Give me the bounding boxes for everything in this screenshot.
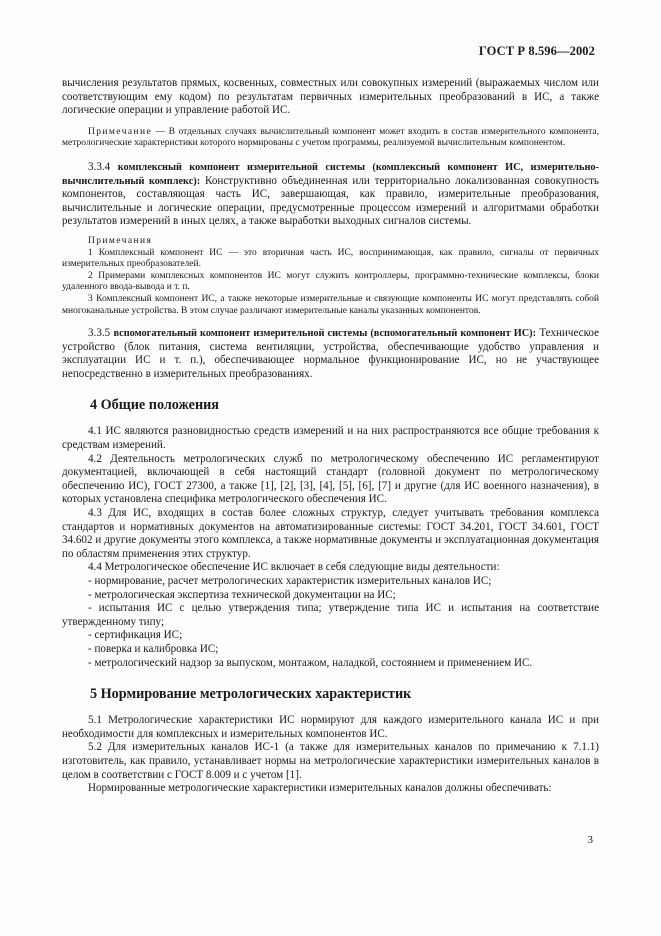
note-label: Примечание [88,126,153,137]
page-content [62,77,599,796]
note-item: 3 Комплексный компонент ИС, а также некоторые измерительные и связующие компоненты ИС могут представлять собой многоканальные устройства. В этом случае различают измерительные каналы указанных компонентов. [62,293,599,316]
clause-3-3-5 [62,327,599,381]
clause-3-3-4 [62,161,599,229]
section-5-heading: 5 Нормирование метрологических характеристик [90,686,412,703]
clause-4-4: 4.4 Метрологическое обеспечение ИС включает в себя следующие виды деятельности: [88,561,500,574]
standard-code-header: ГОСТ Р 8.596—2002 [478,44,595,58]
note-text: — В отдельных случаях вычислительный компонент может входить в состав измерительного компонента, метрологические характеристики которого нормированы с учетом программы, реализуемой вычислительным компонентом. [62,126,599,149]
section-4-heading: 4 Общие положения [90,397,219,414]
list-item: - метрологический надзор за выпуском, монтажом, наладкой, состоянием и применением ИС. [88,656,533,669]
page-number: 3 [587,834,593,846]
term-auxiliary-component: вспомогательный компонент измерительной системы (вспомогательный компонент ИС): [113,328,537,340]
notes-label: Примечания [88,235,153,246]
note-item: 2 Примерами комплексных компонентов ИС могут служить контроллеры, программно-технические комплексы, блоки удаленного ввода-вывода и т. п. [62,270,599,293]
intro-paragraph: вычисления результатов прямых, косвенных, совместных или совокупных измерений (выражаемых числом или соответствующим ему кодом) по результатам первичных измерительных преобразований в ИС, а также логические операции и управление работой ИС. [62,77,599,117]
notes-block [62,236,599,317]
note-item: 1 Комплексный компонент ИС — это вторичная часть ИС, воспринимающая, как правило, сигналы от первичных измерительных преобразователей. [62,247,599,270]
clause-5-2: 5.2 Для измерительных каналов ИС-1 (а также для измерительных каналов по примечанию к 7.1.1) изготовитель, как правило, устанавливает нормы на метрологические характеристики измерительных каналов в целом в соответствии с ГОСТ 8.009 и с учетом [1]. [62,741,599,781]
term-complex-component: комплексный компонент измерительной системы (комплексный компонент ИС, измерительно-вычислительный комплекс): [62,161,599,187]
clause-5-2-continued: Нормированные метрологические характеристики измерительных каналов должны обеспечивать: [88,782,552,795]
note-computing-component [62,127,599,150]
clause-4-1: 4.1 ИС являются разновидностью средств измерений и на них распространяются все общие требования к средствам измерений. [62,425,599,452]
clause-number: 3.3.4 [88,160,111,173]
list-item: - метрологическая экспертиза технической документации на ИС; [88,588,396,601]
activities-list [62,575,599,670]
list-item: - поверка и калибровка ИС; [88,642,219,655]
clause-text: Конструктивно объединенная или территориально локализованная совокупность компонентов, составляющая часть ИС, завершающая, как правило, измерительные преобразования, вычислительные и логические операции, предусмотренные процессом измерений и алгоритмами обработки результатов измерений в иных целях, а также выработки выходных сигналов системы. [62,174,599,228]
clause-4-2: 4.2 Деятельность метрологических служб по метрологическому обеспечению ИС регламентируют документацией, включающей в себя настоящий стандарт (головной документ по метрологическому обеспечению ИС), ГОСТ 27300, а также [1], [2], [3], [4], [5], [6], [7] и другие (для ИС военного назначения), в которых установлена специфика метрологического обеспечения ИС. [62,452,599,506]
list-item: - сертификация ИС; [88,629,183,642]
clause-text: Техническое устройство (блок питания, система вентиляции, устройства, обеспечивающие удобство управления и эксплуатации ИС и т. п.), обеспечивающее нормальное функционирование ИС, но не участвующее непосредственно в измерительных преобразованиях. [62,327,600,380]
list-item: - испытания ИС с целью утверждения типа; утверждение типа ИС и испытания на соответствие утвержденному типу; [62,602,599,628]
clause-4-3: 4.3 Для ИС, входящих в состав более сложных структур, следует учитывать требования комплекса стандартов и нормативных документов на автоматизированные системы: ГОСТ 34.201, ГОСТ 34.601, ГОСТ 34.602 и другие документы этого комплекса, а также нормативные документы и эксплуатационная документация по областям применения этих структур. [62,507,599,560]
clause-number: 3.3.5 [88,327,111,340]
clause-5-1: 5.1 Метрологические характеристики ИС нормируют для каждого измерительного канала ИС и при необходимости для комплексных и измерительных компонентов ИС. [62,714,599,740]
list-item: - нормирование, расчет метрологических характеристик измерительных каналов ИС; [88,575,492,587]
